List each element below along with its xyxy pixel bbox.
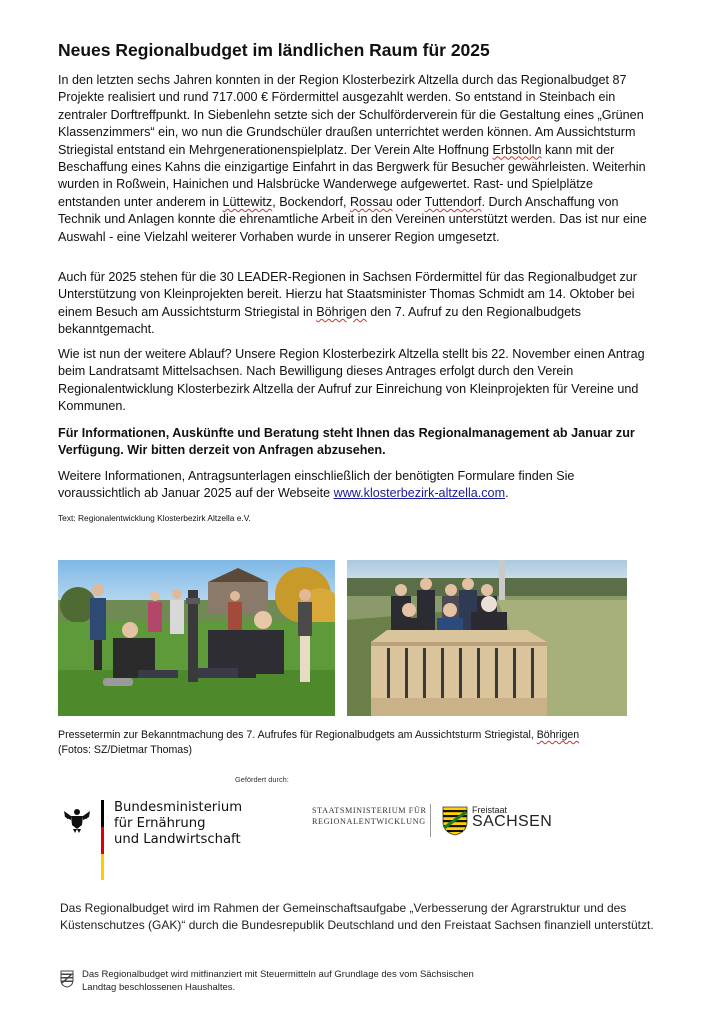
german-flag-bar [101,800,104,880]
saxony-ministry-name [312,805,427,827]
paragraph-contact-notice: Für Informationen, Auskünfte und Beratung steht Ihnen das Regionalmanagement ab Januar zur Verfügung. Wir bitten derzeit von Anfragen abzusehen. [58,426,635,458]
photo-observation-tower [347,560,627,716]
state-funding-statement: Das Regionalbudget wird mitfinanziert mit Steuermitteln auf Grundlage des vom Sächsischen Landtag beschlossenen Haushaltes. [82,969,474,993]
article-title: Neues Regionalbudget im ländlichen Raum für 2025 [58,40,490,60]
text-segment: . [505,486,509,501]
text-segment: kann mit der Beschaffung eines Kahns die einzigartige Einfahrt in das Bergwerk für Besucher gewährleisten. Weiterhin wurden in Roßwein, Hainichen und Halsbrücke Wanderwege aufgewertet. Rast- und Spielplätze entstanden unter anderem in [58,142,646,209]
bmel-logo [62,800,262,885]
saxony-ministry-logo [312,803,562,843]
text-segment: , Bockendorf, [272,194,350,209]
spellcheck-word: Rossau [349,194,393,209]
text-segment: Auch für 2025 stehen für die 30 LEADER-Regionen in Sachsen Fördermittel für das Regionalbudget zur Unterstützung von Kleinprojekten bereit. Hierzu hat Staatsminister Thomas Schmidt am 14. Oktober bei einem Besuch am Aussichtsturm Striegistal in [58,270,637,319]
bmel-name-line: und Landwirtschaft [114,832,241,847]
paragraph-announcement [58,269,648,339]
logo-divider [430,804,431,837]
saxony-state-emblem-icon [60,970,74,988]
bmel-name-line: für Ernährung [114,816,206,831]
text-credit: Text: Regionalentwicklung Klosterbezirk Altzella e.V. [58,513,251,523]
gak-funding-statement: Das Regionalbudget wird im Rahmen der Gemeinschaftsaufgabe „Verbesserung der Agrarstruktur und des Küstenschutzes (GAK)“ durch die Bundesrepublik Deutschland und den Freistaat Sachsen finanziell unterstützt. [60,901,654,932]
text-segment: (Fotos: SZ/Dietmar Thomas) [58,743,193,756]
text-segment: Weitere Informationen, Antragsunterlagen einschließlich der benötigten Formulare finden Sie voraussichtlich ab Januar 2025 auf der Webseite [58,469,575,501]
spellcheck-word: Erbstolln [492,142,542,157]
freistaat-label: Freistaat [472,805,508,815]
photo-playground-group [58,560,335,716]
paragraph-further-info [58,468,648,503]
bmel-name [114,800,242,848]
ministry-name-line: STAATSMINISTERIUM FÜR [312,806,427,815]
text-segment: In den letzten sechs Jahren konnten in der Region Klosterbezirk Altzella durch das Regionalbudget 87 Projekte realisiert und rund 717.000 € Fördermittel ausgezahlt werden. So entstand in Steinbach ein zentraler Dorftreffpunkt. In Siebenlehn setzte sich der Schulförderverein für die Gestaltung eines „Grünen Klassenzimmers“ ein, wo nun die Grundschüler draußen unterrichtet werden können. Am Aussichtsturm Striegistal entstand ein Mehrgenerationenspielplatz. Der Verein Alte Hoffnung [58,73,644,157]
text-segment: . Durch Anschaffung von Technik und Anlagen konnte die ehrenamtliche Arbeit in den Vereinen unterstützt werden. Das ist nur eine Auswahl - eine Vielzahl weiterer Vorhaben wurde in unserer Region umgesetzt. [58,194,647,244]
website-link[interactable]: www.klosterbezirk-altzella.com [333,486,506,501]
spellcheck-word: Böhrigen [536,729,580,741]
ministry-name-line: REGIONALENTWICKLUNG [312,817,426,826]
saxony-coat-of-arms-icon [442,806,468,836]
federal-eagle-icon [62,804,92,834]
text-segment: Pressetermin zur Bekanntmachung des 7. Aufrufes für Regionalbudgets am Aussichtsturm Striegistal, [58,729,537,741]
paragraph-procedure: Wie ist nun der weitere Ablauf? Unsere Region Klosterbezirk Altzella stellt bis 22. November einen Antrag beim Landratsamt Mittelsachsen. Nach Bewilligung dieses Antrages erfolgt durch den Verein Regionalentwicklung Klosterbezirk Altzella der Aufruf zur Einreichung von Kleinprojekten für Vereine und Kommunen. [58,347,645,414]
spellcheck-word: Böhrigen [316,304,367,319]
sachsen-label: SACHSEN [472,813,553,830]
spellcheck-word: Tuttendorf [424,194,482,209]
spellcheck-word: Lüttewitz [222,194,273,209]
funded-by-label: Gefördert durch: [235,775,289,784]
text-segment: oder [392,194,425,209]
bmel-name-line: Bundesministerium [114,800,243,815]
paragraph-projects [58,72,648,246]
text-segment: den 7. Aufruf zu den Regionalbudgets bekanntgemacht. [58,304,581,337]
photo-caption [58,728,658,757]
